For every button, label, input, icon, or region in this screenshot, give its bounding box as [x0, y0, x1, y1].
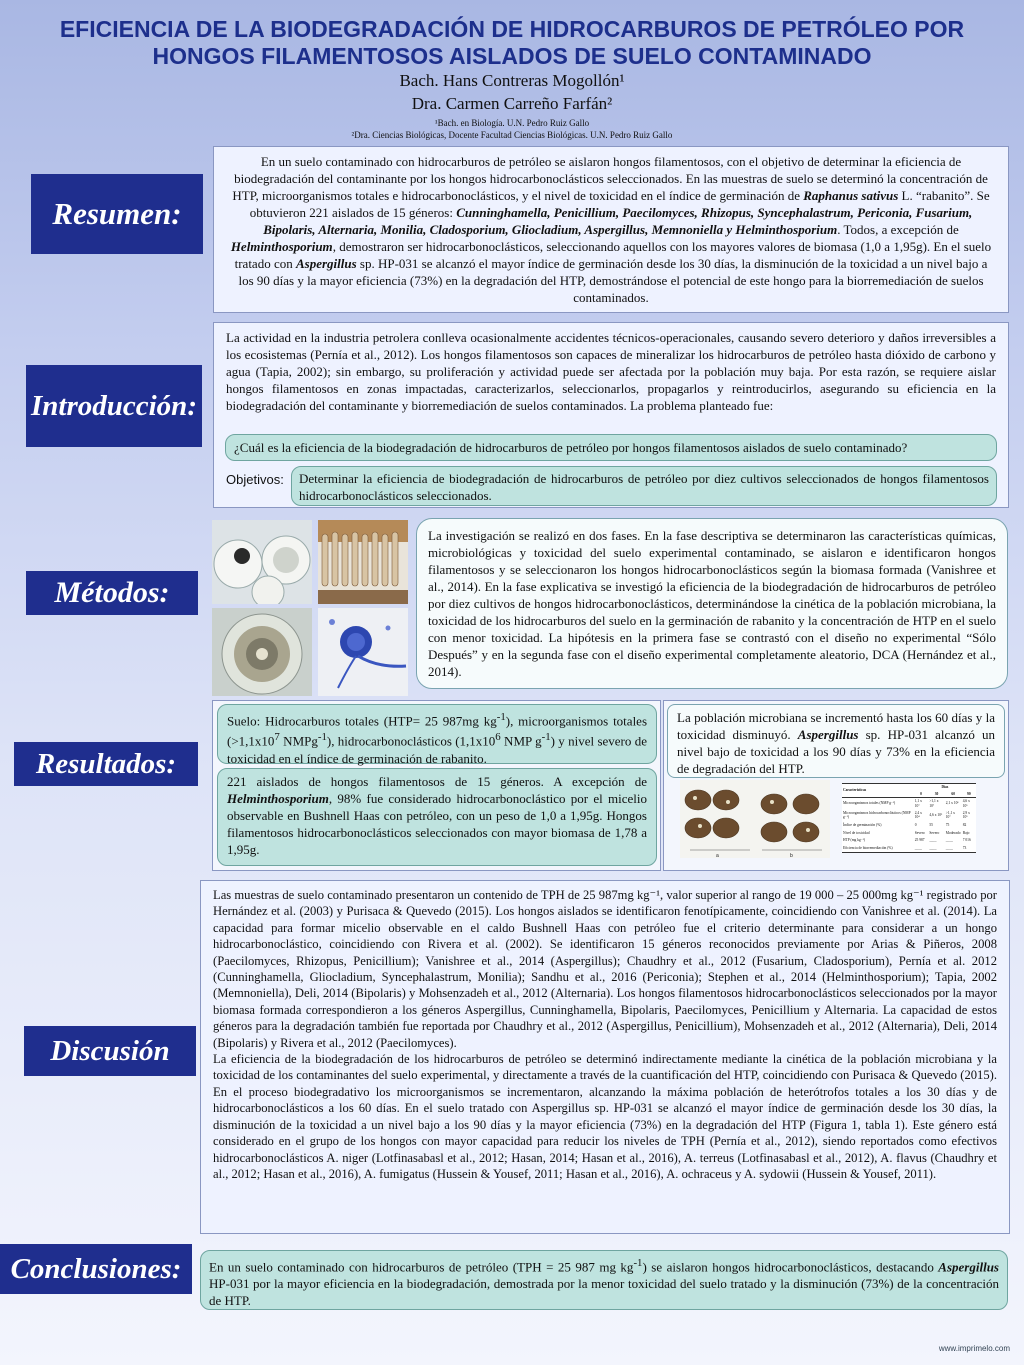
methods-text: La investigación se realizó en dos fases. En la fase descriptiva se determinaron las características químicas, microbiológicas y toxicidad del suelo experimental contaminado, se aislaron e identificaron hongos filamentosos y se seleccionaron los hongos hidrocarbonoclásticos según la biomasa formada (Vanishree et al., 2014). En la fase explicativa se investigó la eficiencia de la biodegradación de hidrocarburos de petróleo por diez cultivos de hongos hidrocarbonoclásticos, determinándose la cinética de la población microbiana, la toxicidad de los hidrocarburos del suelo en la germinación de rabanito y la concentración de HTP en el suelo con menor toxicidad. La hipótesis en la primera fase se contrastó con el diseño no experimental “Sólo Después” y en la segunda fase con el diseño experimental completamente aleatorio, DCA (Hernández et al., 2014). — [416, 518, 1008, 689]
objectives-box: Determinar la eficiencia de biodegradación de hidrocarburos de petróleo por diez cultivos seleccionados de hongos filamentosos hidrocarbonoclásticos seleccionados. — [291, 466, 997, 506]
table-day: 30 — [934, 791, 939, 796]
table-row: Índice de germinación (%) 0 55 75 82 — [843, 823, 967, 828]
test-tubes-photo — [318, 520, 408, 604]
author-2: Dra. Carmen Carreño Farfán² — [411, 94, 613, 113]
table-day: 0 — [920, 791, 922, 796]
species-raphanus: Raphanus sativus — [803, 188, 899, 203]
germination-pots-photo — [680, 780, 830, 858]
microscopy-photo — [318, 608, 408, 696]
title-line-1: EFICIENCIA DE LA BIODEGRADACIÓN DE HIDROCARBUROS DE PETRÓLEO POR — [59, 16, 965, 42]
petri-dish-photo-1 — [212, 520, 312, 604]
result-soil: Suelo: Hidrocarburos totales (HTP= 25 987mg $kg^{-1}$), microorganismos totales ($>1,1x10^7$ NMPg$^{-1}$), hidrocarbonoclásticos ($1,1x10^6$ NMP $g^{-1}$) y nivel severo de toxicidad en el índice de germinación de rabanito. — [217, 704, 657, 764]
table-header-characteristics: Características — [843, 788, 867, 793]
printer-credit: www.imprimelo.com — [938, 1344, 1010, 1353]
affiliation-2: ²Dra. Ciencias Biológicas, Docente Facultad Ciencias Biológicas. U.N. Pedro Ruiz Gallo — [351, 130, 673, 140]
research-question: ¿Cuál es la eficiencia de la biodegradación de hidrocarburos de petróleo por hongos filamentosos aislados de suelo contaminado? — [225, 434, 997, 461]
table-header-days: Días — [941, 785, 949, 789]
table-row: Nivel de toxicidad Severo Severo Moderado Bajo — [843, 830, 970, 835]
discussion-panel — [200, 880, 1010, 1234]
objetivos-label: Objetivos: — [226, 472, 284, 487]
table-row: Eficiencia de biorremediación (%) ____ ____ ____ 73 — [842, 844, 976, 852]
introduction-text: La actividad en la industria petrolera conlleva ocasionalmente accidentes técnicos-operacionales, causando severo deterioro y daños irreversibles a los ecosistemas (Pernía et al., 2012). Los hongos filamentosos son capaces de mineralizar los hidrocarburos de petróleo hasta dióxido de carbono y agua (Tapia, 2002); sin embargo, su proliferación y actividad puede ser afectada por la población muy baja. Por esta razón, se requiere aislar hongos filamentosos en zonas impactadas, caracterizarlos, seleccionarlos, propagarlos y reintroducirlos, asegurando su eficiencia en la biodegradación del contaminante y biorremediación de suelos contaminados. La problema planteado fue: — [226, 330, 996, 413]
table-row: HTP (mg kg⁻¹) 25 987 ____ ____ 7 016 — [843, 838, 971, 843]
discussion-paragraph-2: La eficiencia de la biodegradación de los hidrocarburos de petróleo se determinó indirectamente mediante la cinética de la población microbiana y la toxicidad de los contaminantes del suelo experimental, y directamente a través de la cuantificación del HTP, coincidiendo con Purisaca & Quevedo (2015). En el proceso biodegradativo los microorganismos se incrementaron, alcanzando la máxima población de heterótrofos totales a los 30 días y de hidrocarbonoclásticos a los 60 días. En el suelo tratado con Aspergillus sp. HP-031 se alcanzó el mayor índice de germinación desde los 30 días, la disminución de la toxicidad a un nivel bajo a los 90 días y la mayor eficiencia (73%) en la degradación del HTP (Figura 1, tabla 1). Este género está considerado en el grupo de los hongos con mayor capacidad para reducir los niveles de TPH (Pernía et al., 2012), siendo reportados como efectivos hidrocarbonoclásticos A. niger (Lotfinasabasl et al., 2012; Hasan, 2014; Hasan et al., 2016), A. terreus (Lotfinasabasl et al., 2012), A. flavus (Chaudhry et al., 2012; Hasan et al., 2016), A. fumigatus (Hussein & Yousef, 2011; Hasan et al., 2016), A. ochraceus y A. sydowii (Hussein & Yousef, 2011). — [213, 1052, 997, 1181]
discussion-paragraph-1: Las muestras de suelo contaminado presentaron un contenido de TPH de 25 987mg kg⁻¹, valor superior al rango de 19 000 – 25 000mg kg⁻¹ registrado por Hernández et al. (2003) y Purisaca & Quevedo (2015). Los hongos aislados se identificaron fenotípicamente, coincidiendo con Vanishree et al. (2014). La capacidad para formar micelio observable en el caldo Bushnell Haas con petróleo fue el criterio determinante para considerar a un hongo hidrocarbonoclástico, coincidiendo con Rivera et al. (2002). Se identificaron 15 géneros reconocidos previamente por Arias & Piñeros, 2008 (Paecilomyces, Rhizopus, Penicillium); Vanishree et al., 2014 (Aspergillus); Chaudhry et al., 2012 (Fusarium, Cladosporium), Pernía et al. 2012 (Cunninghamella, Gliocladium, Syncephalastrum, Monilia); Sandhu et al., 2016 (Periconia); Stephen et al., 2014 (Helminthosporium); Tapia, 2002 (Memnoniella), Deli, 2014 (Bipolaris) y Mohsenzadeh et al., 2012 (Alternaria). Los hongos filamentosos hidrocarbonoclásticos seleccionados por la mayor biomasa formada correspondieron a los géneros Aspergillus, Cunninghamella, Bipolaris, Paecilomyces, Penicillium y Alternaria. La capacidad de estos géneros para la degradación también fue reportada por Chaudhry et al., 2012 (Aspergillus, Penicillium), Mohsenzadeh et al., 2012 (Alternaria), Deli, 2014 (Bipolaris) y Rivera et al., 2012 (Paecilomyces). — [213, 888, 997, 1050]
abstract-panel: En un suelo contaminado con hidrocarburos de petróleo se aislaron hongos filamentosos, con el objetivo de determinar la eficiencia de biodegradación del contaminante por los hongos hidrocarbonoclásticos seleccionados. En las muestras de suelo se determinó la concentración de HTP, microorganismos totales e hidrocarbonoclásticos, y el nivel de toxicidad en el índice de germinación de Raphanus sativus L. “rabanito”. Se obtuvieron 221 aislados de 15 géneros: Cunninghamella, Penicillium, Paecilomyces, Rhizopus, Syncephalastrum, Periconia, Fusarium, Bipolaris, Alternaria, Monilia, Cladosporium, Gliocladium, Aspergillus, Memnoniella y Helminthosporium. Todos, a excepción de Helminthosporium, demostraron ser hidrocarbonoclásticos, seleccionando aquellos con los mayores valores de biomasa (1,0 a 1,95g). En el suelo tratado con Aspergillus sp. HP-031 se alcanzó el mayor índice de germinación desde los 30 días, la disminución de la toxicidad a un nivel bajo a los 90 días y la mayor eficiencia (73%) en la degradación del HTP, demostrándose el potencial de este hongo para la biorremediación de suelos contaminados. — [213, 146, 1009, 313]
section-label-metodos: Métodos: — [26, 571, 198, 615]
poster-title — [20, 16, 1004, 70]
genera-list: Cunninghamella, Penicillium, Paecilomyces, Rhizopus, Syncephalastrum, Periconia, Fusarium, Bipolaris, Alternaria, Monilia, Cladosporium, Gliocladium, Aspergillus, Memnoniella y Helminthosporium — [263, 205, 973, 237]
photo-label-b: b — [790, 853, 793, 858]
table-row: Microorganismos totales (NMP g⁻¹) 1,1 x 10⁷ >1,1 x 10⁷ 2,1 x 10⁶ 4,6 x 10⁵ — [843, 799, 970, 808]
results-table — [842, 783, 976, 853]
table-day: 60 — [951, 791, 956, 796]
author-1: Bach. Hans Contreras Mogollón¹ — [399, 71, 625, 90]
conclusions-box: En un suelo contaminado con hidrocarburos de petróleo (TPH = 25 987 mg $kg^{-1}$) se aislaron hongos hidrocarbonoclásticos, destacando Aspergillus HP-031 por la mayor eficiencia en la biodegradación, demostrada por la menor toxicidad del suelo tratado y la disminución (73%) de la concentración de HTP. — [200, 1250, 1008, 1310]
table-day: 90 — [967, 791, 971, 796]
affiliation-1: ¹Bach. en Biología. U.N. Pedro Ruiz Gallo — [434, 118, 590, 128]
photo-label-a: a — [716, 853, 719, 858]
fungal-colony-photo — [212, 608, 312, 696]
section-label-conclusiones: Conclusiones: — [0, 1244, 192, 1294]
result-isolates: 221 aislados de hongos filamentosos de 15 géneros. A excepción de Helminthosporium, 98% fue considerado hidrocarbonoclástico por el micelio observable en Bushnell Haas con petróleo, con un peso de 1,0 a 1,95g. Hongos filamentosos hidrocarbonoclásticos seleccionados con mayor biomasa de 1,78 a 1,95g. — [217, 768, 657, 866]
title-line-2: HONGOS FILAMENTOSOS AISLADOS DE SUELO CONTAMINADO — [152, 43, 872, 69]
section-label-introduccion: Introducción: — [26, 365, 202, 447]
section-label-discusion: Discusión — [24, 1026, 196, 1076]
result-population: La población microbiana se incrementó hasta los 60 días y la toxicidad disminuyó. Aspergillus sp. HP-031 alcanzó un nivel bajo de toxicidad a los 90 días y 73% en la eficiencia de degradación del HTP. — [667, 704, 1005, 778]
section-label-resultados: Resultados: — [14, 742, 198, 786]
table-row: Microorganismos hidrocarbonoclásticos (NMP g⁻¹) 2,4 x 10⁴ 4,6 x 10⁵ >1,1 x 10⁷ 2,9 x 10⁵ — [843, 810, 970, 820]
section-label-resumen: Resumen: — [31, 174, 203, 254]
